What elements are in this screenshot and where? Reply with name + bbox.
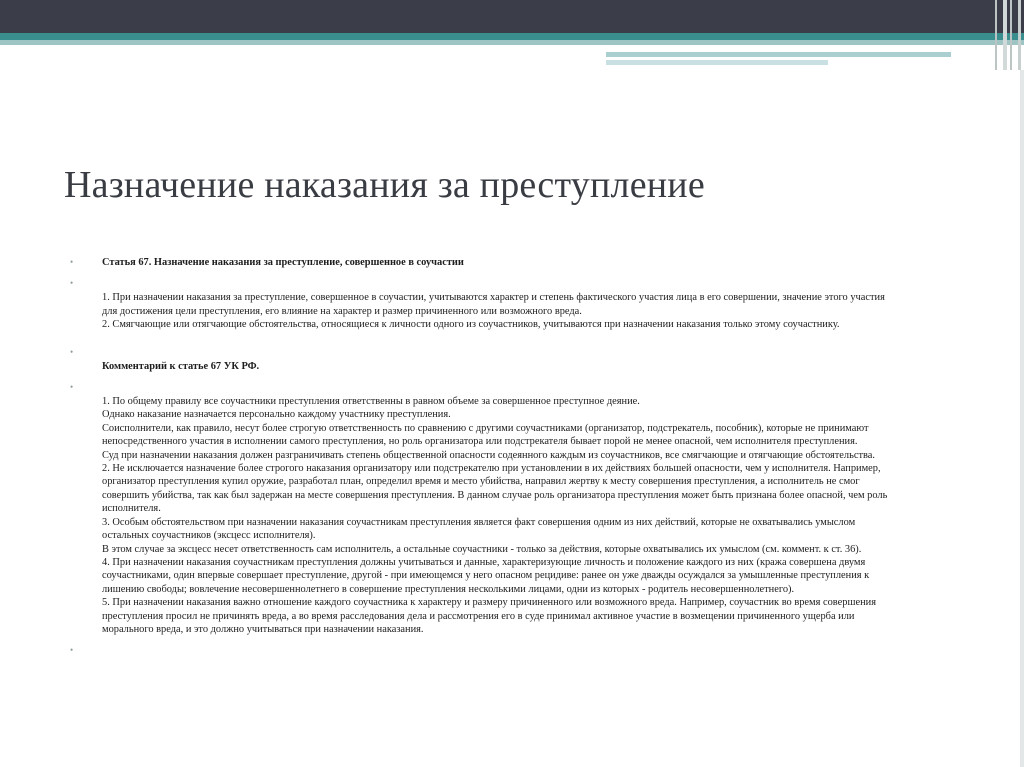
commentary-text-line: 1. По общему правилу все соучастники преступления ответственны в равном объеме за совершенное преступное деяние.: [102, 396, 640, 408]
header-band: [0, 0, 1024, 33]
list-item: [66, 256, 966, 269]
slide-title: Назначение наказания за преступление: [64, 164, 705, 206]
vertical-line-decoration: [1010, 0, 1012, 70]
commentary-text-line: лишению свободы; вовлечение несовершеннолетнего в совершение преступления несколькими лицами, одни из которых - родитель несовершеннолетнего).: [102, 583, 795, 595]
article-heading: Статья 67. Назначение наказания за преступление, совершенное в соучастии: [102, 257, 464, 268]
commentary-heading: Комментарий к статье 67 УК РФ.: [102, 360, 260, 372]
list-item: [66, 277, 966, 331]
commentary-text-line: исполнителя.: [102, 503, 161, 515]
commentary-text-line: непосредственного участия в исполнении самого преступления, но роль организатора или подстрекателя бывает порой не менее опасной, чем исполнителя преступления.: [102, 436, 858, 448]
commentary-text-line: Соисполнители, как правило, несут более строгую ответственность по сравнению с другими соучастниками (организатор, подстрекатель, пособник), которые не принимают: [102, 422, 869, 434]
accent-bar-long: [606, 52, 951, 57]
bullet-icon: •: [70, 645, 74, 656]
commentary-text-line: 2. Не исключается назначение более строгого наказания организатору или подстрекателю при установлении в их действиях большей опасности, чем у исполнителя. Например,: [102, 463, 881, 475]
commentary-text-line: В этом случае за эксцесс несет ответственность сам исполнитель, а остальные соучастники - только за действия, которые охватывались их умыслом (см. коммент. к ст. 36).: [102, 543, 862, 555]
commentary-text-line: соучастниками, один впервые совершает преступление, другой - при имеющемся у него опасном рецидиве: ранее он уже дважды осуждался за умышленные преступления к: [102, 570, 870, 582]
accent-bar-short: [606, 60, 828, 65]
commentary-text-line: остальных соучастников (эксцесс исполнителя).: [102, 530, 316, 542]
bullet-icon: •: [70, 382, 74, 393]
commentary-text-line: преступления просил не причинять вреда, а во время расследования дела и рассмотрения его в суде принимал активное участие в возмещении причиненного ущерба или: [102, 610, 855, 622]
bullet-icon: •: [70, 346, 74, 357]
commentary-text-line: Суд при назначении наказания должен разграничивать степень общественной опасности содеянного каждым из соучастников, все смягчающие и отягчающие обстоятельства.: [102, 449, 875, 461]
commentary-text-line: совершить убийства, так как был задержан на месте совершения преступления. В данном случае роль организатора преступления может быть признана более опасной, чем роль: [102, 489, 888, 501]
vertical-line-decoration: [1018, 0, 1021, 70]
vertical-line-decoration: [995, 0, 997, 70]
article-text-line: 2. Смягчающие или отягчающие обстоятельства, относящиеся к личности одного из соучастников, учитываются при назначении наказания только этому соучастнику.: [102, 319, 840, 331]
vertical-line-decoration: [1003, 0, 1007, 70]
commentary-text-line: морального вреда, и это должно учитываться при назначении наказания.: [102, 623, 424, 635]
commentary-text-line: 4. При назначении наказания соучастникам преступления должны учитываться и данные, характеризующие личность и положение каждого из них (кража совершена двумя: [102, 556, 866, 568]
list-item: [66, 346, 966, 373]
commentary-text-line: 3. Особым обстоятельством при назначении наказания соучастникам преступления является факт совершения одним из них действий, которые не охватывались умыслом: [102, 516, 856, 528]
list-item: [66, 644, 966, 658]
commentary-text-line: организатор преступления купил оружие, разработал план, определил время и место убийства, направил жертву к месту совершения преступления, а исполнитель не смог: [102, 476, 860, 488]
teal-stripe: [0, 33, 1024, 40]
bullet-icon: •: [70, 257, 74, 267]
article-text-line: 1. При назначении наказания за преступление, совершенное в соучастии, учитываются характер и степень фактического участия лица в его совершении, значение этого участия: [102, 292, 885, 304]
commentary-text-line: Однако наказание назначается персонально каждому участнику преступления.: [102, 409, 451, 421]
bullet-icon: •: [70, 278, 74, 289]
article-text-line: для достижения цели преступления, его влияние на характер и размер причиненного или возможного вреда.: [102, 305, 582, 317]
right-edge-shadow: [1020, 70, 1024, 767]
commentary-text-line: 5. При назначении наказания важно отношение каждого соучастника к характеру и размеру причиненного или возможного вреда. Например, соучастник во время совершения: [102, 597, 876, 609]
list-item: [66, 381, 966, 636]
light-teal-stripe: [0, 40, 1024, 45]
slide-content: [66, 256, 966, 658]
